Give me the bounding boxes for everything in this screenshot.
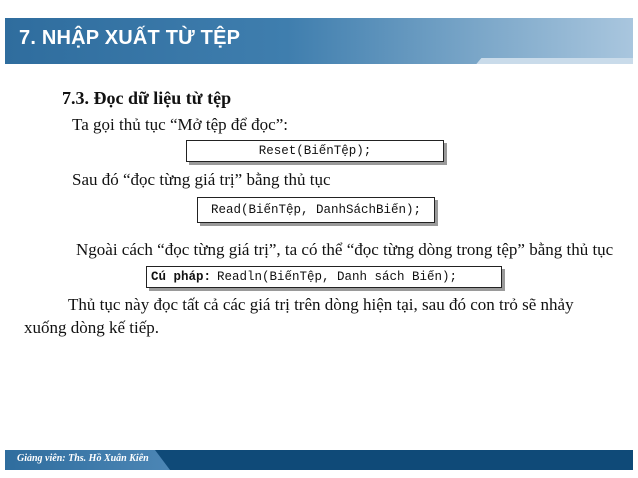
paragraph-line-2: xuống dòng kế tiếp. bbox=[24, 318, 160, 337]
section-title: 7.3. Đọc dữ liệu từ tệp bbox=[62, 88, 232, 108]
then-text: Sau đó “đọc từng giá trị” bằng thủ tục bbox=[72, 170, 331, 189]
reset-code: Reset(BiếnTệp); bbox=[258, 144, 372, 158]
slide-header bbox=[5, 18, 633, 64]
lecturer-name: Giảng viên: Ths. Hồ Xuân Kiên bbox=[17, 453, 149, 464]
besides-text: Ngoài cách “đọc từng giá trị”, ta có thể “đọc từng dòng trong tệp” bằng thủ tục bbox=[76, 240, 614, 259]
readln-code: Readln(BiếnTệp, Danh sách Biến); bbox=[217, 270, 458, 284]
reset-code-box bbox=[186, 140, 444, 162]
slide-footer bbox=[5, 450, 633, 470]
read-code: Read(BiếnTệp, DanhSáchBiến); bbox=[210, 203, 422, 217]
slide-title: 7. NHẬP XUẤT TỪ TỆP bbox=[19, 27, 241, 49]
syntax-label: Cú pháp: bbox=[151, 270, 212, 284]
read-code-box bbox=[197, 197, 435, 223]
paragraph-line-1: Thủ tục này đọc tất cả các giá trị trên dòng hiện tại, sau đó con trỏ sẽ nhảy bbox=[68, 295, 574, 314]
header-accent-stripe bbox=[473, 58, 633, 64]
intro-text: Ta gọi thủ tục “Mở tệp để đọc”: bbox=[72, 115, 288, 134]
readln-code-box bbox=[146, 266, 502, 288]
